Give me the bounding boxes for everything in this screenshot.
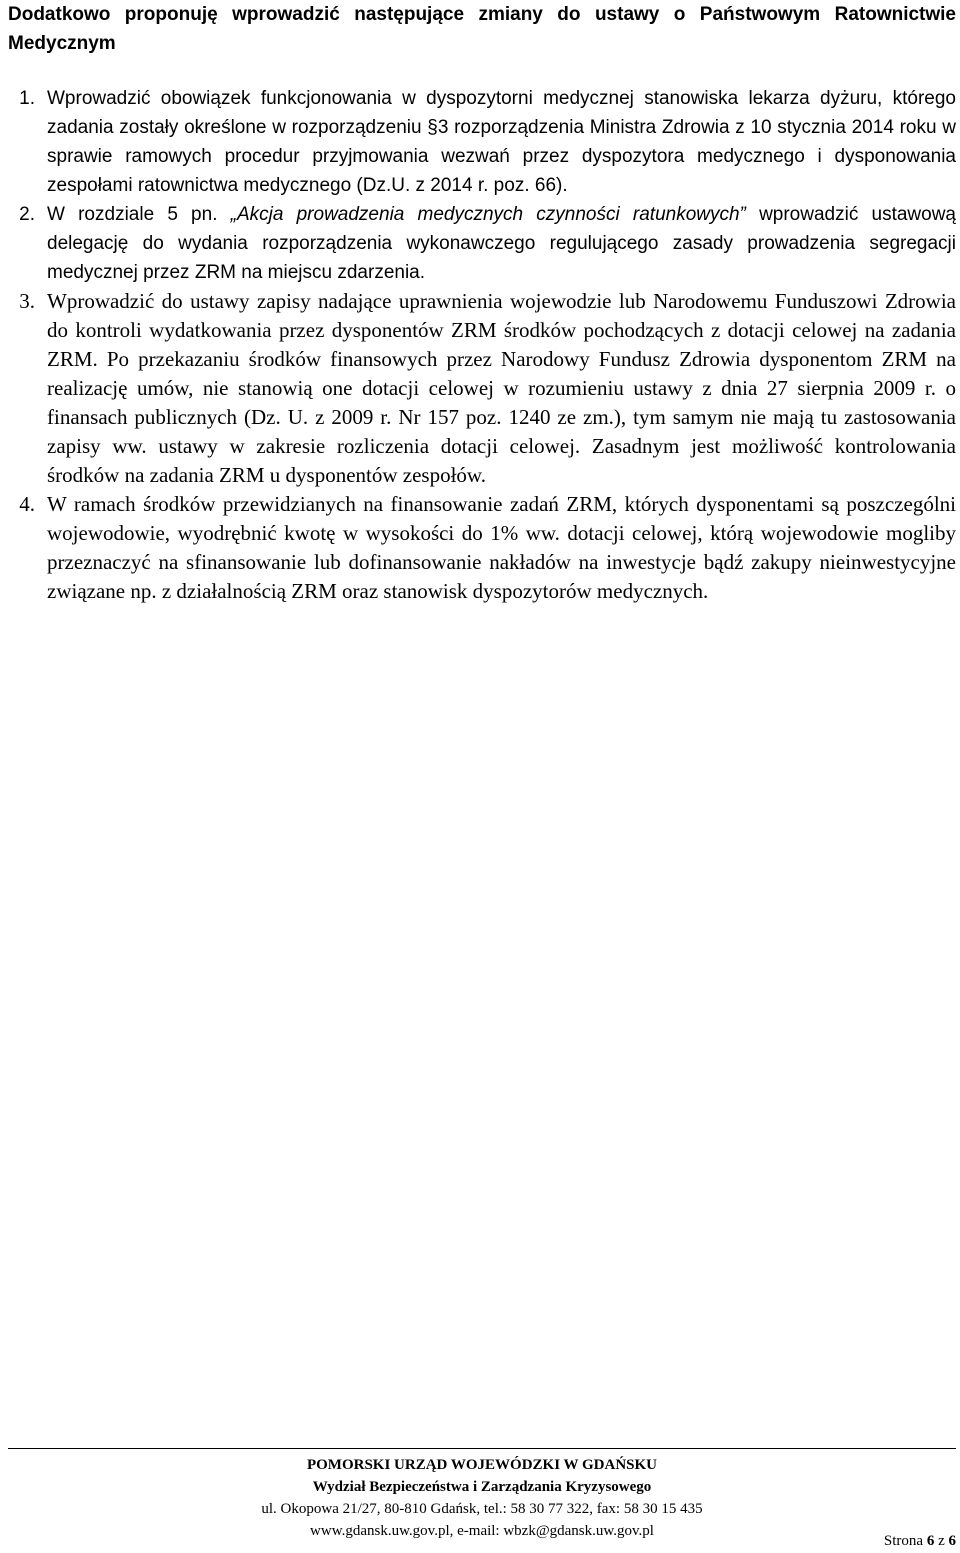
page-total: 6 [948,1533,956,1549]
list-item-number: 3. [19,289,35,313]
list-item-text-after: wprowadzić ustawową delegację do wydania rozporządzenia wykonawczego regulującego zasady prowadzenia segregacji medycznej przez ZRM na miejscu zdarzenia. [47,204,956,283]
list-item [8,287,956,490]
list-item [8,490,956,606]
footer-office-name: POMORSKI URZĄD WOJEWÓDZKI W GDAŃSKU [306,1457,658,1473]
list-item-number: 4. [19,492,35,516]
footer-department-name: Wydział Bezpieczeństwa i Zarządzania Kryzysowego [312,1479,652,1495]
list-item-text [47,200,956,287]
page-label: Strona [883,1533,924,1549]
document-heading: Dodatkowo proponuję wprowadzić następujące zmiany do ustawy o Państwowym Ratownictwie Medycznym [8,4,956,54]
chapter-title-quote: „Akcja prowadzenia medycznych czynności ratunkowych” [230,204,746,225]
list-item-text: W ramach środków przewidzianych na finansowanie zadań ZRM, których dysponentami są poszczególni wojewodowie, wyodrębnić kwotę w wysokości do 1% ww. dotacji celowej, którą wojewodowie mogliby przeznaczyć na sfinansowanie lub dofinansowanie nakładów na inwestycje bądź zakupy nieinwestycyjne związane np. z działalnością ZRM oraz stanowisk dyspozytorów medycznych. [47,492,956,603]
page-number [884,1531,956,1551]
list-item [8,84,956,200]
list-item-text: Wprowadzić do ustawy zapisy nadające uprawnienia wojewodzie lub Narodowemu Funduszowi Zdrowia do kontroli wydatkowania przez dysponentów ZRM środków pochodzących z dotacji celowej na zadania ZRM. Po przekazaniu środków finansowych przez Narodowy Fundusz Zdrowia dysponentom ZRM na realizację umów, nie stanowią one dotacji celowej w rozumieniu ustawy z dnia 27 sierpnia 2009 r. o finansach publicznych (Dz. U. z 2009 r. Nr 157 poz. 1240 ze zm.), tym samym nie mają tu zastosowania zapisy ww. ustawy w zakresie rozliczenia dotacji celowej. Zasadnym jest możliwość kontrolowania środków na zadania ZRM u dysponentów zespołów. [47,289,956,487]
list-item-number: 2. [19,204,35,225]
list-item [8,200,956,287]
footer-divider [8,1448,956,1449]
numbered-list [8,84,956,606]
page-current: 6 [926,1533,935,1549]
footer-contact: www.gdansk.uw.gov.pl, e-mail: wbzk@gdansk.uw.gov.pl [310,1523,654,1539]
list-item-text: Wprowadzić obowiązek funkcjonowania w dyspozytorni medycznej stanowiska lekarza dyżuru, którego zadania zostały określone w rozporządzeniu §3 rozporządzenia Ministra Zdrowia z 10 stycznia 2014 roku w sprawie ramowych procedur przyjmowania wezwań przez dyspozytora medycznego i dysponowania zespołami ratownictwa medycznego (Dz.U. z 2014 r. poz. 66). [47,88,956,196]
page-footer [8,1454,956,1542]
page-of: z [938,1533,945,1549]
list-item-text-before: W rozdziale 5 pn. [47,204,231,225]
footer-address: ul. Okopowa 21/27, 80-810 Gdańsk, tel.: 58 30 77 322, fax: 58 30 15 435 [261,1501,703,1517]
list-item-number: 1. [19,88,35,109]
